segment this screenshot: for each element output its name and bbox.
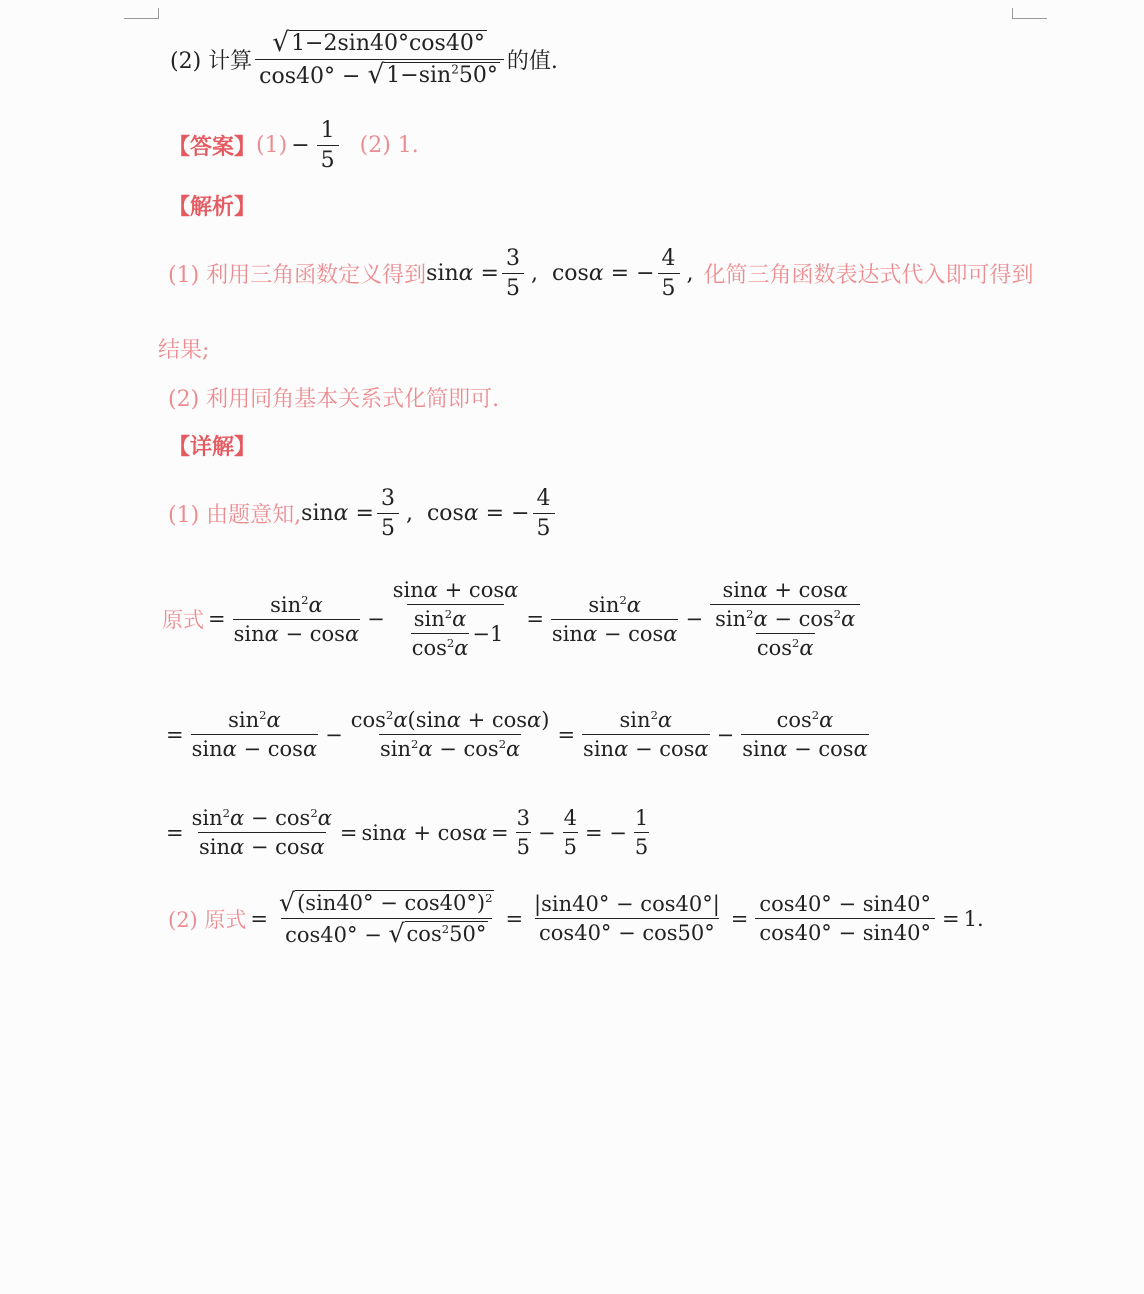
detail-cos-fraction: $\frac{4}{5}$ xyxy=(533,486,555,542)
analysis-line1-text: (1) 利用三角函数定义得到 xyxy=(168,263,427,289)
detail-line1: (1) 由题意知, sinα = $\frac{3}{5}$ , cosα = − $\frac{4}{5}$ xyxy=(168,486,558,542)
analysis-line1-suffix: 化简三角函数表达式代入即可得到 xyxy=(703,263,1034,289)
page-corner-mark-left xyxy=(124,8,159,19)
detail-tag: 【详解】 xyxy=(168,435,257,460)
problem-label: (2) 计算 xyxy=(170,49,253,75)
analysis-line3 xyxy=(168,382,499,413)
result-fraction: $\frac{1}{5}$ xyxy=(634,806,649,860)
analysis-line2 xyxy=(158,333,209,364)
derivation-row1: 原式 = $\frac{\sin^2\alpha}{\sin\alpha - \cos\alpha}$ − sinα + cosα $\frac{\sin^2\alpha}{\cos^2\alpha}$ −1 = $\frac{\sin^2\alpha}{\sin\alpha - \cos\alpha}$ − $\frac{\sin\alpha + \cos\alpha}{\frac{\sin^2\alpha - \cos^2\alpha}{\cos^2\alpha}}$ xyxy=(162,578,863,660)
origin-label: 原式 xyxy=(162,608,204,633)
answer-tag: 【答案】 xyxy=(168,135,257,161)
problem-part2 xyxy=(170,27,558,91)
detail-sin-fraction: $\frac{3}{5}$ xyxy=(377,486,399,542)
answer-neg-sign: − xyxy=(291,133,310,159)
problem-suffix: 的值. xyxy=(506,49,558,75)
analysis-line3-text: (2) 利用同角基本关系式化简即可. xyxy=(168,387,500,412)
detail-line1-text: (1) 由题意知, xyxy=(168,503,302,529)
derivation-part2: (2) 原式 = √ $(\sin 40^\circ - \cos 40^\circ)^2$ cos40° − √ $\cos^250^\circ$ = $\frac{|\sin 40^\circ - \cos 40^\circ|}{\cos 40^\circ - \cos 50^\circ}$ = $\frac{\cos 40^\circ - \sin 40^\circ}{\cos 40^\circ - \sin 40^\circ}$ = 1 . xyxy=(168,888,984,949)
sin-fraction: $\frac{3}{5}$ xyxy=(502,246,524,302)
answer-part2: (2) 1. xyxy=(359,133,419,159)
derivation-row3: = $\frac{\sin^2\alpha - \cos^2\alpha}{\sin\alpha - \cos\alpha}$ = sinα + cosα = $\frac{3}{5}$ − $\frac{4}{5}$ = − $\frac{1}{5}$ xyxy=(166,806,649,860)
final-result: 1 xyxy=(963,906,977,931)
answer-line xyxy=(168,118,419,174)
answer-part1-label: (1) xyxy=(256,133,288,159)
problem-fraction: √ 1−2sin40°cos40° cos40° − √ $1-\sin^250^\circ$ xyxy=(255,30,504,90)
answer-fraction: $\frac{1}{5}$ xyxy=(317,118,339,174)
analysis-tag: 【解析】 xyxy=(168,195,257,220)
analysis-line1: (1) 利用三角函数定义得到 sinα = $\frac{3}{5}$ , cosα = − $\frac{4}{5}$ , 化简三角函数表达式代入即可得到 xyxy=(168,246,1034,302)
page-corner-mark-right xyxy=(1012,8,1047,19)
detail-heading xyxy=(168,430,256,461)
part2-origin-label: (2) 原式 xyxy=(168,907,247,932)
analysis-heading xyxy=(168,190,256,221)
derivation-row2: = $\frac{\sin^2\alpha}{\sin\alpha - \cos\alpha}$ − $\frac{\cos^2\alpha(\sin\alpha + \cos\alpha)}{\sin^2\alpha - \cos^2\alpha}$ = $\frac{\sin^2\alpha}{\sin\alpha - \cos\alpha}$ − $\frac{\cos^2\alpha}{\sin\alpha - \cos\alpha}$ xyxy=(166,708,868,762)
cos-fraction: $\frac{4}{5}$ xyxy=(658,246,680,302)
analysis-line2-text: 结果; xyxy=(158,338,210,363)
